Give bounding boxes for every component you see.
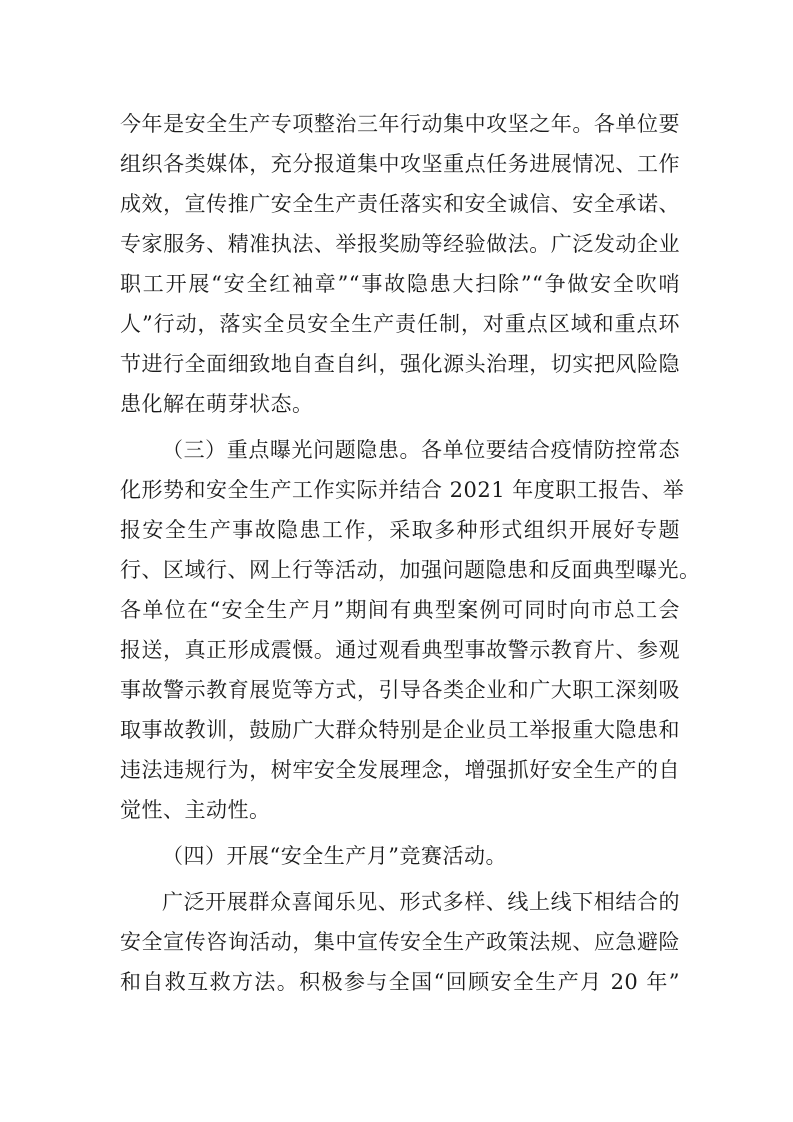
paragraph-line: 节进行全面细致地自查自纠，强化源头治理，切实把风险隐 (120, 352, 680, 376)
paragraph-line: 行、区域行、网上行等活动，加强问题隐患和反面典型曝光。 (120, 558, 701, 582)
paragraph-line: 职工开展“安全红袖章”“事故隐患大扫除”“争做安全吹哨 (120, 272, 680, 296)
paragraph-line: 化形势和安全生产工作实际并结合 2021 年度职工报告、举 (120, 478, 685, 502)
paragraph-line: 事故警示教育展览等方式，引导各类企业和广大职工深刻吸 (120, 678, 680, 702)
paragraph-line: 觉性、主动性。 (120, 798, 271, 822)
paragraph-line: 和自救互救方法。积极参与全国“回顾安全生产月 20 年” (120, 970, 680, 994)
paragraph-line: 各单位在“安全生产月”期间有典型案例可同时向市总工会 (120, 598, 680, 622)
paragraph-line: 广泛开展群众喜闻乐见、形式多样、线上线下相结合的 (162, 890, 680, 914)
paragraph-line: 人”行动，落实全员安全生产责任制，对重点区域和重点环 (120, 312, 680, 336)
paragraph-line: 报安全生产事故隐患工作，采取多种形式组织开展好专题 (120, 518, 680, 542)
paragraph-line: 组织各类媒体，充分报道集中攻坚重点任务进展情况、工作 (120, 152, 680, 176)
paragraph-line: 安全宣传咨询活动，集中宣传安全生产政策法规、应急避险 (120, 930, 680, 954)
section-heading-three: （三）重点曝光问题隐患。各单位要结合疫情防控常态 (162, 438, 680, 462)
paragraph-line: 成效，宣传推广安全生产责任落实和安全诚信、安全承诺、 (120, 192, 680, 216)
paragraph-line: 专家服务、精准执法、举报奖励等经验做法。广泛发动企业 (120, 232, 680, 256)
paragraph-line: 患化解在萌芽状态。 (120, 392, 314, 416)
paragraph-line: 违法违规行为，树牢安全发展理念，增强抓好安全生产的自 (120, 758, 680, 782)
paragraph-line: 取事故教训，鼓励广大群众特别是企业员工举报重大隐患和 (120, 718, 680, 742)
section-heading-four: （四）开展“安全生产月”竞赛活动。 (162, 844, 507, 868)
paragraph-line: 今年是安全生产专项整治三年行动集中攻坚之年。各单位要 (120, 112, 680, 136)
paragraph-line: 报送，真正形成震慑。通过观看典型事故警示教育片、参观 (120, 638, 680, 662)
